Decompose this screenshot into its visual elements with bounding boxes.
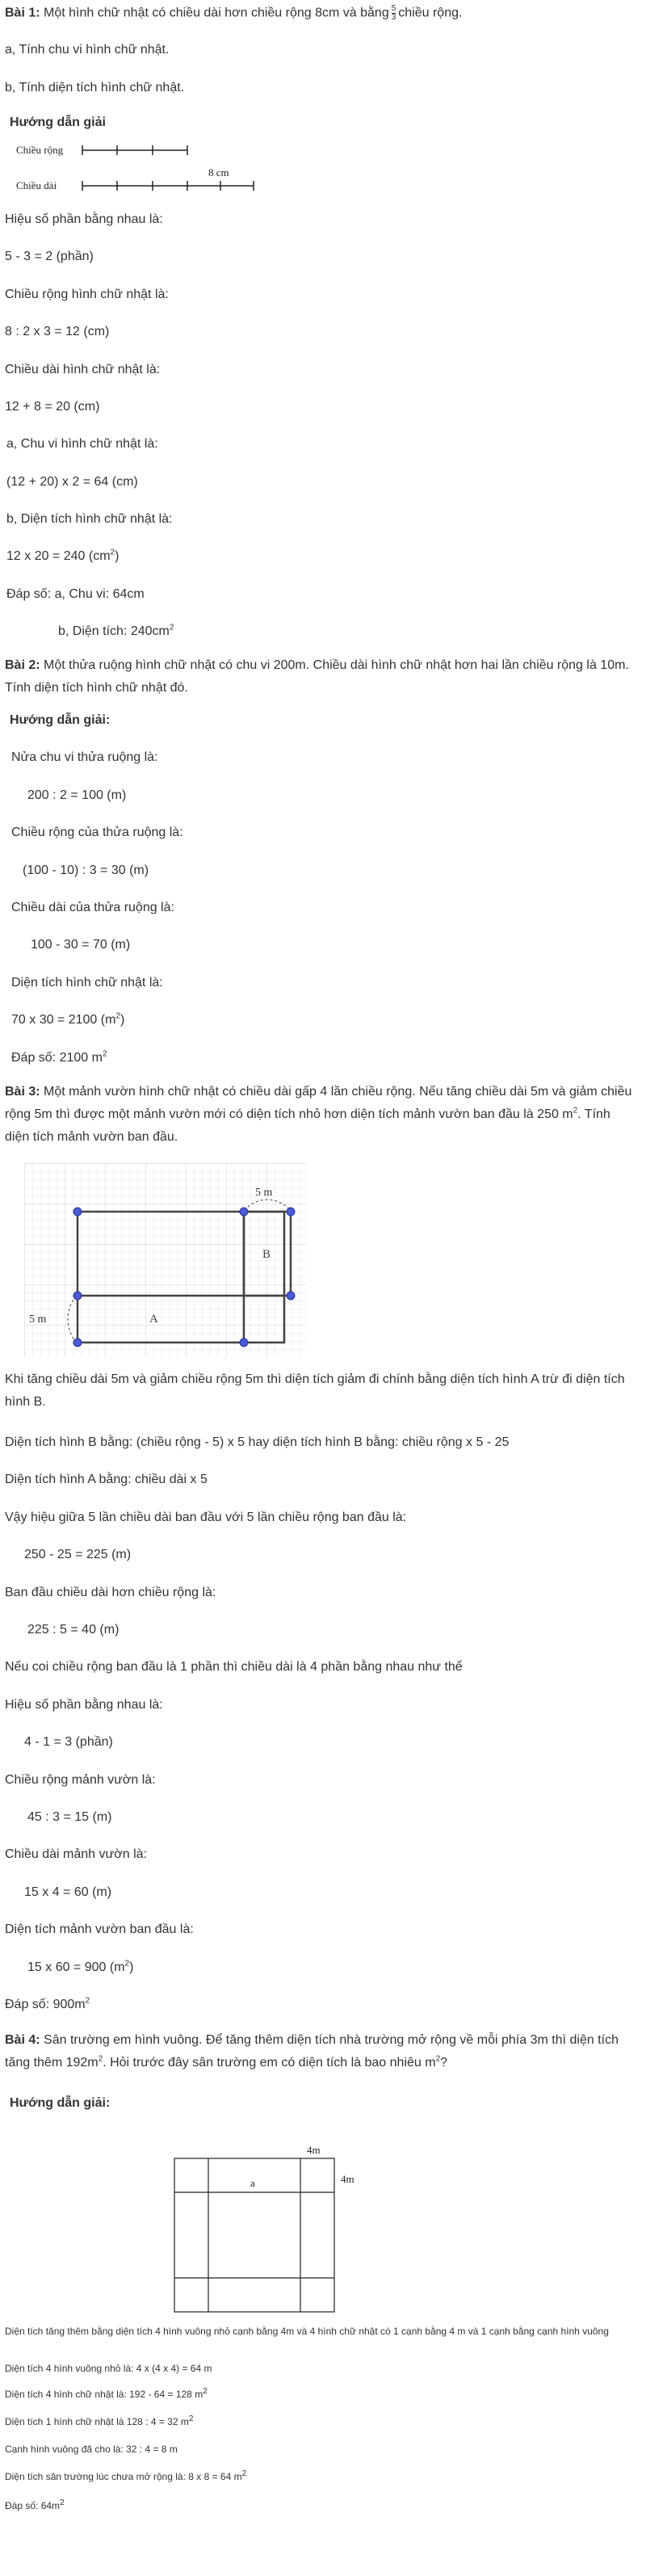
answer-text: Đáp số: 900m <box>5 1998 86 2011</box>
fraction-denominator: 3 <box>391 13 396 22</box>
bai1-line: Chiều dài hình chữ nhật là: <box>5 363 161 376</box>
line-text: Diện tích 1 hình chữ nhật là 128 : 4 = 32 m <box>5 2416 189 2427</box>
bai2-area-calc <box>11 1012 124 1028</box>
bai1-area-calc <box>6 548 119 565</box>
bai3-line: 15 x 4 = 60 (m) <box>24 1885 112 1899</box>
bai4-question-mid: . Hỏi trước đây sân trường em có diện tích là bao nhiêu m <box>103 2056 436 2070</box>
superscript: 2 <box>188 2414 194 2423</box>
superscript: 2 <box>203 2387 208 2396</box>
bai2-line: Diện tích hình chữ nhật là: <box>11 976 163 990</box>
line-text: Diện tích sân trường lúc chưa mở rộng là: 8 x 8 = 64 m <box>5 2471 242 2482</box>
length-segment <box>82 181 254 191</box>
bai3-area-calc <box>27 1960 133 1976</box>
bai3-garden-figure <box>24 1163 307 1357</box>
bai3-line: Vậy hiệu giữa 5 lần chiều dài ban đầu với 5 lần chiều rộng ban đầu là: <box>5 1511 407 1524</box>
bai2-question-text: Một thửa ruộng hình chữ nhật có chu vi 200m. Chiều dài hình chữ nhật hơn hai lần chiều rộng là 10m. Tính diện tích hình chữ nhật đó. <box>5 658 629 695</box>
superscript: 2 <box>124 1959 130 1969</box>
bai3-line: Chiều rộng mảnh vườn là: <box>5 1773 156 1787</box>
bai3-line: Diện tích hình B bằng: (chiều rộng - 5) x 5 hay diện tích hình B bằng: chiều rộng x 5 - 25 <box>5 1435 510 1449</box>
bai3-line: 250 - 25 = 225 (m) <box>24 1548 132 1561</box>
answer-text: b, Diện tích: 240cm <box>58 624 170 638</box>
bai1-line: 5 - 3 = 2 (phần) <box>5 250 94 263</box>
calc-close: ) <box>120 1013 125 1027</box>
label-5m-left: 5 m <box>29 1313 47 1326</box>
calc-text: 12 x 20 = 240 (cm <box>6 549 111 563</box>
bai3-question <box>5 1081 635 1149</box>
label-4m-right: 4m <box>341 2173 354 2185</box>
line-text: Diện tích 4 hình vuông nhỏ là: 4 x (4 x 4) = 64 m <box>5 2363 212 2374</box>
bai3-explain: Khi tăng chiều dài 5m và giảm chiều rộng 5m thì diện tích giảm đi chính bằng diện tích hình A trừ đi diện tích hình B. <box>5 1372 625 1409</box>
bai1-line: Hiệu số phần bằng nhau là: <box>5 212 163 226</box>
label-5m-top: 5 m <box>255 1187 273 1199</box>
label-A: A <box>149 1313 158 1326</box>
bai3-answer <box>5 1997 90 2013</box>
calc-text: 15 x 60 = 900 (m <box>27 1960 125 1974</box>
bai4-square-figure <box>162 2141 371 2318</box>
width-segment <box>82 145 187 155</box>
bai4-label: Bài 4: <box>5 2033 40 2047</box>
bai1-label: Bài 1: <box>5 6 40 20</box>
line-text: Diện tích 4 hình chữ nhật là: 192 - 64 = 128 m <box>5 2389 203 2400</box>
bai2-line: Nửa chu vi thửa ruộng là: <box>11 750 158 764</box>
bai2-label: Bài 2: <box>5 658 40 672</box>
bai3-line: 4 - 1 = 3 (phần) <box>24 1735 113 1749</box>
bai3-line: Ban đầu chiều dài hơn chiều rộng là: <box>5 1586 216 1599</box>
bai1-segment-diagram <box>8 139 266 195</box>
bai1-question-end: chiều rộng. <box>398 6 463 20</box>
label-4m-top: 4m <box>307 2144 321 2156</box>
bai1-sub-a: a, Tính chu vi hình chữ nhật. <box>5 43 170 57</box>
bai4-guide-heading: Hướng dẫn giải: <box>10 2096 111 2110</box>
bai3-line: Hiệu số phần bằng nhau là: <box>5 1698 163 1712</box>
bai3-line: Diện tích mảnh vườn ban đầu là: <box>5 1923 194 1936</box>
bai1-line: Chiều rộng hình chữ nhật là: <box>5 288 169 301</box>
bai4-explain: Diện tích tăng thêm bằng diện tích 4 hình vuông nhỏ cạnh bằng 4m và 4 hình chữ nhật có 1 cạnh bằng 4 m và 1 cạnh bằng cạnh hình vuông <box>5 2326 609 2337</box>
bai4-question <box>5 2029 635 2074</box>
superscript: 2 <box>435 2054 441 2064</box>
label-B: B <box>262 1248 271 1261</box>
superscript: 2 <box>573 1106 578 1116</box>
answer-text: Đáp số: 2100 m <box>11 1051 103 1065</box>
bai1-line: 8 : 2 x 3 = 12 (cm) <box>5 325 110 338</box>
superscript: 2 <box>102 1049 107 1059</box>
line-text: Cạnh hình vuông đã cho là: 32 : 4 = 8 m <box>5 2444 178 2455</box>
bai3-line: 45 : 3 = 15 (m) <box>27 1810 112 1824</box>
superscript: 2 <box>169 623 174 632</box>
bai3-line: Chiều dài mảnh vườn là: <box>5 1847 147 1861</box>
bai1-line: (12 + 20) x 2 = 64 (cm) <box>6 475 138 489</box>
bai1-question <box>5 5 462 22</box>
bai3-line: Diện tích hình A bằng: chiều dài x 5 <box>5 1473 208 1486</box>
superscript: 2 <box>85 1996 90 2006</box>
bai1-sub-b: b, Tính diện tích hình chữ nhật. <box>5 81 185 95</box>
superscript: 2 <box>110 548 115 557</box>
superscript: 2 <box>115 1011 120 1021</box>
bai3-line: 225 : 5 = 40 (m) <box>27 1623 120 1637</box>
bai4-answer <box>5 2499 65 2512</box>
bai1-answer-a: Đáp số: a, Chu vi: 64cm <box>6 587 145 601</box>
bai2-question <box>5 654 635 700</box>
label-a: a <box>250 2177 255 2189</box>
bai2-line: Chiều rộng của thửa ruộng là: <box>11 826 183 839</box>
bai4-line <box>5 2362 212 2375</box>
superscript: 2 <box>241 2469 247 2478</box>
bai4-question-end: ? <box>440 2056 448 2070</box>
bai3-question-text: Một mảnh vườn hình chữ nhật có chiều dài gấp 4 lần chiều rộng. Nếu tăng chiều dài 5m và giảm chiều rộng 5m thì được một mảnh vườn mới có diện tích nhỏ hơn diện tích mảnh vườn ban đầu là 250 m <box>5 1085 632 1121</box>
width-segment-label: Chiều rộng <box>16 144 64 156</box>
bai2-line: 200 : 2 = 100 (m) <box>27 788 127 802</box>
superscript: 2 <box>60 2498 65 2507</box>
bai3-question-end: . Tính diện tích mảnh vườn ban đầu. <box>5 1107 610 1144</box>
bai2-answer <box>11 1050 107 1066</box>
bai3-line: Nếu coi chiều rộng ban đầu là 1 phần thì chiều dài là 4 phần bằng nhau như thế <box>5 1660 463 1674</box>
bai4-line <box>5 2443 178 2456</box>
bai2-line: 100 - 30 = 70 (m) <box>31 938 131 952</box>
bai1-question-text: Một hình chữ nhật có chiều dài hơn chiều rộng 8cm và bằng <box>40 6 389 20</box>
bai4-line <box>5 2388 208 2401</box>
bai4-question-text: Sân trường em hình vuông. Để tăng thêm diện tích nhà trường mở rộng về mỗi phía 3m thì diện tích tăng thêm 192m <box>5 2033 619 2070</box>
bai1-line: b, Diện tích hình chữ nhật là: <box>6 512 173 526</box>
fraction-numerator: 5 <box>391 4 396 13</box>
bai4-line <box>5 2415 193 2428</box>
bai2-line: Chiều dài của thửa ruộng là: <box>11 901 174 914</box>
bai1-guide-heading: Hướng dẫn giải <box>10 116 106 129</box>
bai4-line <box>5 2470 246 2483</box>
answer-text: Đáp số: 64m <box>5 2500 61 2511</box>
bai2-guide-heading: Hướng dẫn giải: <box>10 713 111 727</box>
calc-close: ) <box>115 549 120 563</box>
segment-8cm-label: 8 cm <box>208 166 229 179</box>
bai2-line: (100 - 10) : 3 = 30 (m) <box>23 864 149 877</box>
bai1-answer-b <box>58 624 174 640</box>
calc-text: 70 x 30 = 2100 (m <box>11 1013 116 1027</box>
bai1-line: 12 + 8 = 20 (cm) <box>5 400 100 414</box>
length-segment-label: Chiều dài <box>16 179 57 191</box>
bai1-line: a, Chu vi hình chữ nhật là: <box>6 437 158 451</box>
bai3-label: Bài 3: <box>5 1085 40 1099</box>
superscript: 2 <box>98 2054 103 2064</box>
calc-close: ) <box>129 1960 134 1974</box>
bai1-fraction <box>392 5 396 22</box>
